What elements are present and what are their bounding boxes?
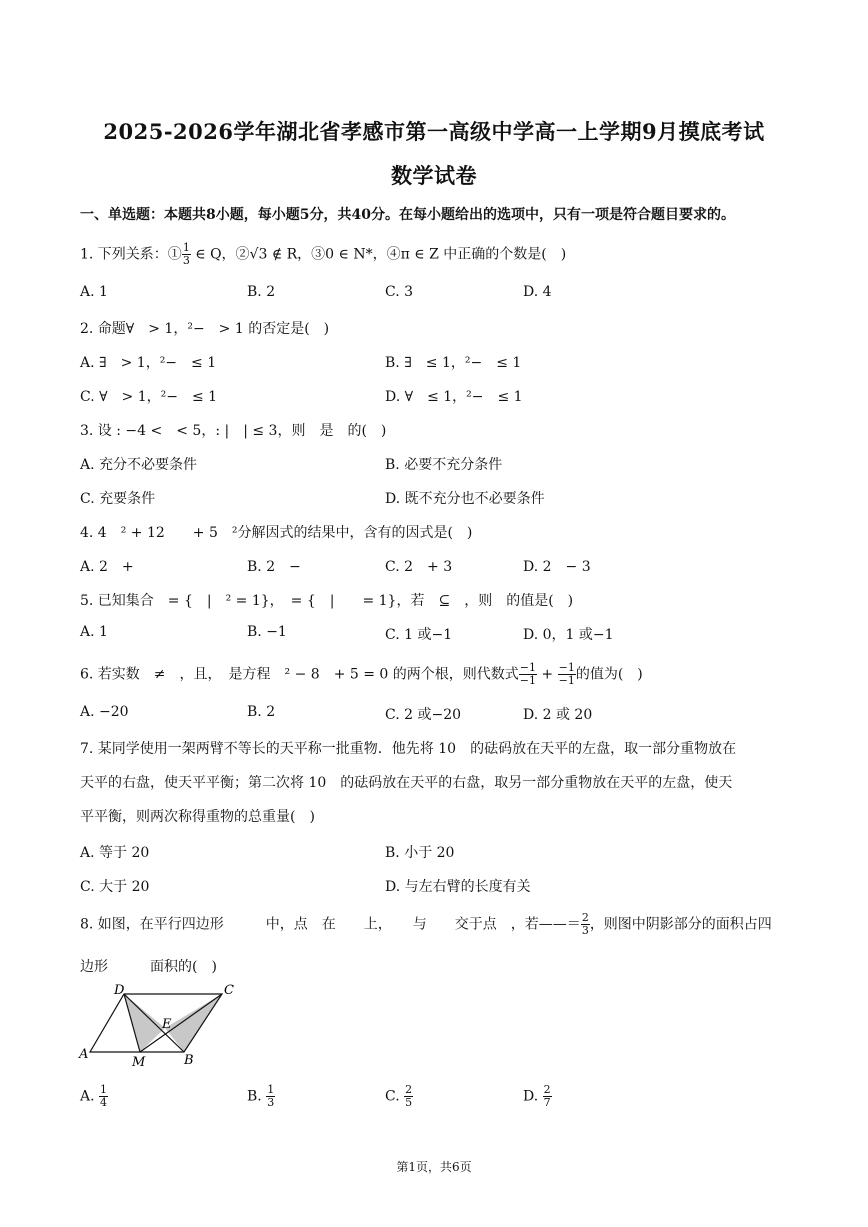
q7-option-d: D. 与左右臂的长度有关 [385, 879, 531, 895]
q7-option-b: B. 小于 20 [385, 845, 455, 861]
question-7-line-3: 平平衡，则两次称得重物的总重量( ) [80, 809, 315, 825]
q2-option-c: C. ∀ > 1，²− ≤ 1 [80, 389, 218, 405]
q6-option-c: C. 2 或−20 [385, 707, 462, 723]
parallelogram-figure [76, 980, 246, 1070]
q8-option-d: D. $\frac{2}{7}$ [523, 1083, 551, 1109]
q5-option-a: A. 1 [80, 624, 108, 640]
q5-option-c: C. 1 或−1 [385, 627, 453, 643]
q4-option-a: A. 2 + [80, 559, 134, 575]
q4-option-b: B. 2 − [247, 559, 301, 575]
q3-option-a: A. 充分不必要条件 [80, 457, 198, 473]
q5-option-b: B. −1 [247, 624, 287, 640]
label-e: E [162, 1017, 172, 1032]
q6-option-a: A. −20 [80, 704, 129, 720]
question-3-stem: 3. 设 : −4 < < 5，: | | ≤ 3，则 是 的( ) [80, 423, 387, 439]
q3-option-d: D. 既不充分也不必要条件 [385, 491, 545, 507]
question-1-stem: 1. 下列关系：① $\frac{1}{3}$ ∈ Q，②√3 ∉ R，③0 ∈ N*，④π ∈ Z 中正确的个数是( ) [80, 241, 567, 267]
question-5-stem: 5. 已知集合 = { | ² = 1}， = { | = 1}，若 ⊆ ，则 的值是( ) [80, 593, 574, 609]
question-8-line-2: 边形 面积的( ) [80, 959, 217, 975]
label-m: M [132, 1055, 146, 1070]
question-4-stem: 4. 4 ² + 12 + 5 ²分解因式的结果中，含有的因式是( ) [80, 525, 473, 541]
q7-option-c: C. 大于 20 [80, 879, 150, 895]
label-a: A [79, 1047, 89, 1062]
q3-option-b: B. 必要不充分条件 [385, 457, 503, 473]
exam-title: 2025-2026学年湖北省孝感市第一高级中学高一上学期9月摸底考试 [103, 119, 765, 144]
page-footer: 第1页，共6页 [396, 1160, 472, 1174]
fraction: $\frac{1}{3}$ [267, 1083, 275, 1109]
question-2-stem: 2. 命题∀ > 1，²− > 1 的否定是( ) [80, 321, 330, 337]
fraction: $\frac{1}{3}$ [182, 241, 190, 267]
q3-option-c: C. 充要条件 [80, 491, 156, 507]
label-c: C [224, 983, 234, 998]
fraction: $\frac{2}{7}$ [543, 1083, 551, 1109]
fraction: $\frac{-1}{-1}$ [558, 661, 575, 687]
question-7-line-2: 天平的右盘，使天平平衡；第二次将 10 的砝码放在天平的右盘，取另一部分重物放在天平的左盘，使天 [80, 775, 733, 791]
section-heading: 一、单选题：本题共8小题，每小题5分，共40分。在每小题给出的选项中，只有一项是符合题目要求的。 [80, 207, 735, 223]
q6-option-b: B. 2 [247, 704, 276, 720]
q1-option-b: B. 2 [247, 284, 276, 300]
question-6-stem: 6. 若实数 ≠ ，且， 是方程 ² − 8 + 5 = 0 的两个根，则代数式 $\frac{-1}{-1}$ + $\frac{-1}{-1}$ 的值为( ) [80, 661, 643, 687]
q4-option-c: C. 2 + 3 [385, 559, 453, 575]
label-b: B [184, 1053, 194, 1068]
fraction: $\frac{2}{3}$ [581, 911, 589, 937]
label-d: D [114, 983, 125, 998]
q2-option-d: D. ∀ ≤ 1，²− ≤ 1 [385, 389, 523, 405]
q2-option-b: B. ∃ ≤ 1，²− ≤ 1 [385, 355, 522, 371]
q4-option-d: D. 2 − 3 [523, 559, 591, 575]
q5-option-d: D. 0，1 或−1 [523, 627, 614, 643]
question-8-line-1: 8. 如图，在平行四边形 中，点 在 上， 与 交于点 ，若——＝ $\frac{2}{3}$ ，则图中阴影部分的面积占四 [80, 911, 772, 937]
exam-subtitle: 数学试卷 [391, 163, 477, 188]
fraction: $\frac{1}{4}$ [100, 1083, 108, 1109]
shaded-triangle-dme [124, 994, 165, 1052]
question-7-line-1: 7. 某同学使用一架两臂不等长的天平称一批重物．他先将 10 的砝码放在天平的左盘，取一部分重物放在 [80, 741, 737, 757]
q6-option-d: D. 2 或 20 [523, 707, 593, 723]
shaded-triangle-bce [165, 994, 222, 1052]
q2-option-a: A. ∃ > 1，²− ≤ 1 [80, 355, 217, 371]
q1-option-a: A. 1 [80, 284, 108, 300]
fraction: $\frac{2}{5}$ [405, 1083, 413, 1109]
q7-option-a: A. 等于 20 [80, 845, 150, 861]
q8-option-a: A. $\frac{1}{4}$ [80, 1083, 108, 1109]
q1-option-d: D. 4 [523, 284, 552, 300]
q8-option-b: B. $\frac{1}{3}$ [247, 1083, 275, 1109]
fraction: $\frac{-1}{-1}$ [519, 661, 536, 687]
q8-option-c: C. $\frac{2}{5}$ [385, 1083, 413, 1109]
q1-option-c: C. 3 [385, 284, 414, 300]
